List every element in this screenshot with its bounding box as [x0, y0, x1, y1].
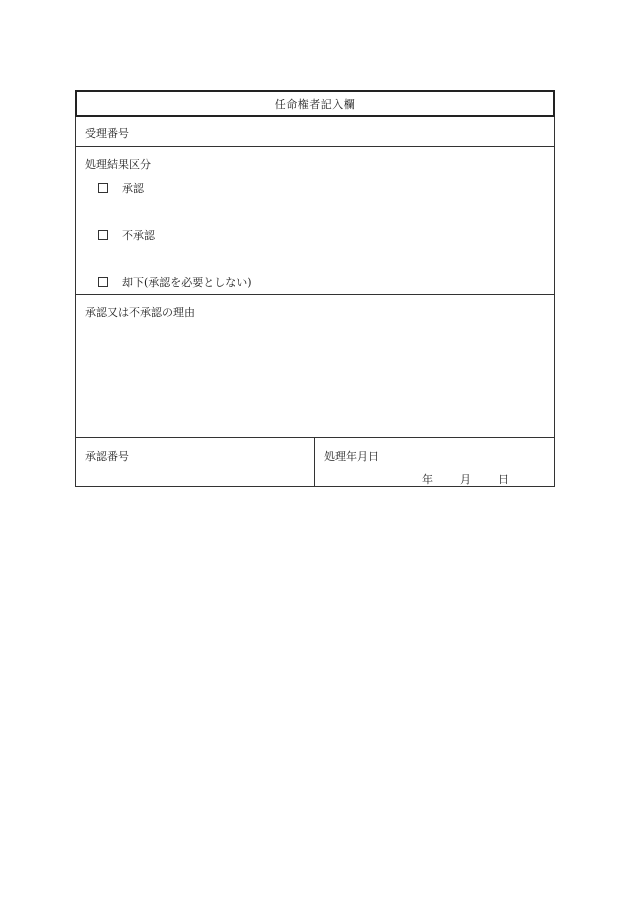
receipt-number-label: 受理番号 — [85, 127, 129, 140]
processing-result-label: 処理結果区分 — [85, 158, 151, 171]
processing-result-section — [76, 147, 554, 295]
option-reject[interactable] — [98, 274, 252, 290]
disapprove-checkbox[interactable] — [98, 230, 108, 240]
reason-label: 承認又は不承認の理由 — [85, 306, 195, 319]
option-approve[interactable] — [98, 180, 144, 196]
date-units — [422, 471, 509, 487]
processing-date-field[interactable] — [315, 438, 554, 486]
reason-field[interactable] — [76, 295, 554, 438]
approve-label: 承認 — [122, 182, 144, 195]
reject-label: 却下(承認を必要としない) — [122, 276, 252, 289]
disapprove-label: 不承認 — [122, 229, 155, 242]
appointer-entry-form — [75, 90, 555, 487]
form-title: 任命権者記入欄 — [75, 90, 555, 117]
reject-checkbox[interactable] — [98, 277, 108, 287]
processing-date-label: 処理年月日 — [324, 450, 379, 463]
option-disapprove[interactable] — [98, 227, 155, 243]
year-unit: 年 — [422, 473, 433, 486]
day-unit: 日 — [498, 473, 509, 486]
approve-checkbox[interactable] — [98, 183, 108, 193]
approval-number-field[interactable] — [76, 438, 315, 486]
bottom-row — [76, 438, 554, 486]
approval-number-label: 承認番号 — [85, 450, 129, 463]
receipt-number-field[interactable] — [76, 117, 554, 147]
month-unit: 月 — [460, 473, 471, 486]
